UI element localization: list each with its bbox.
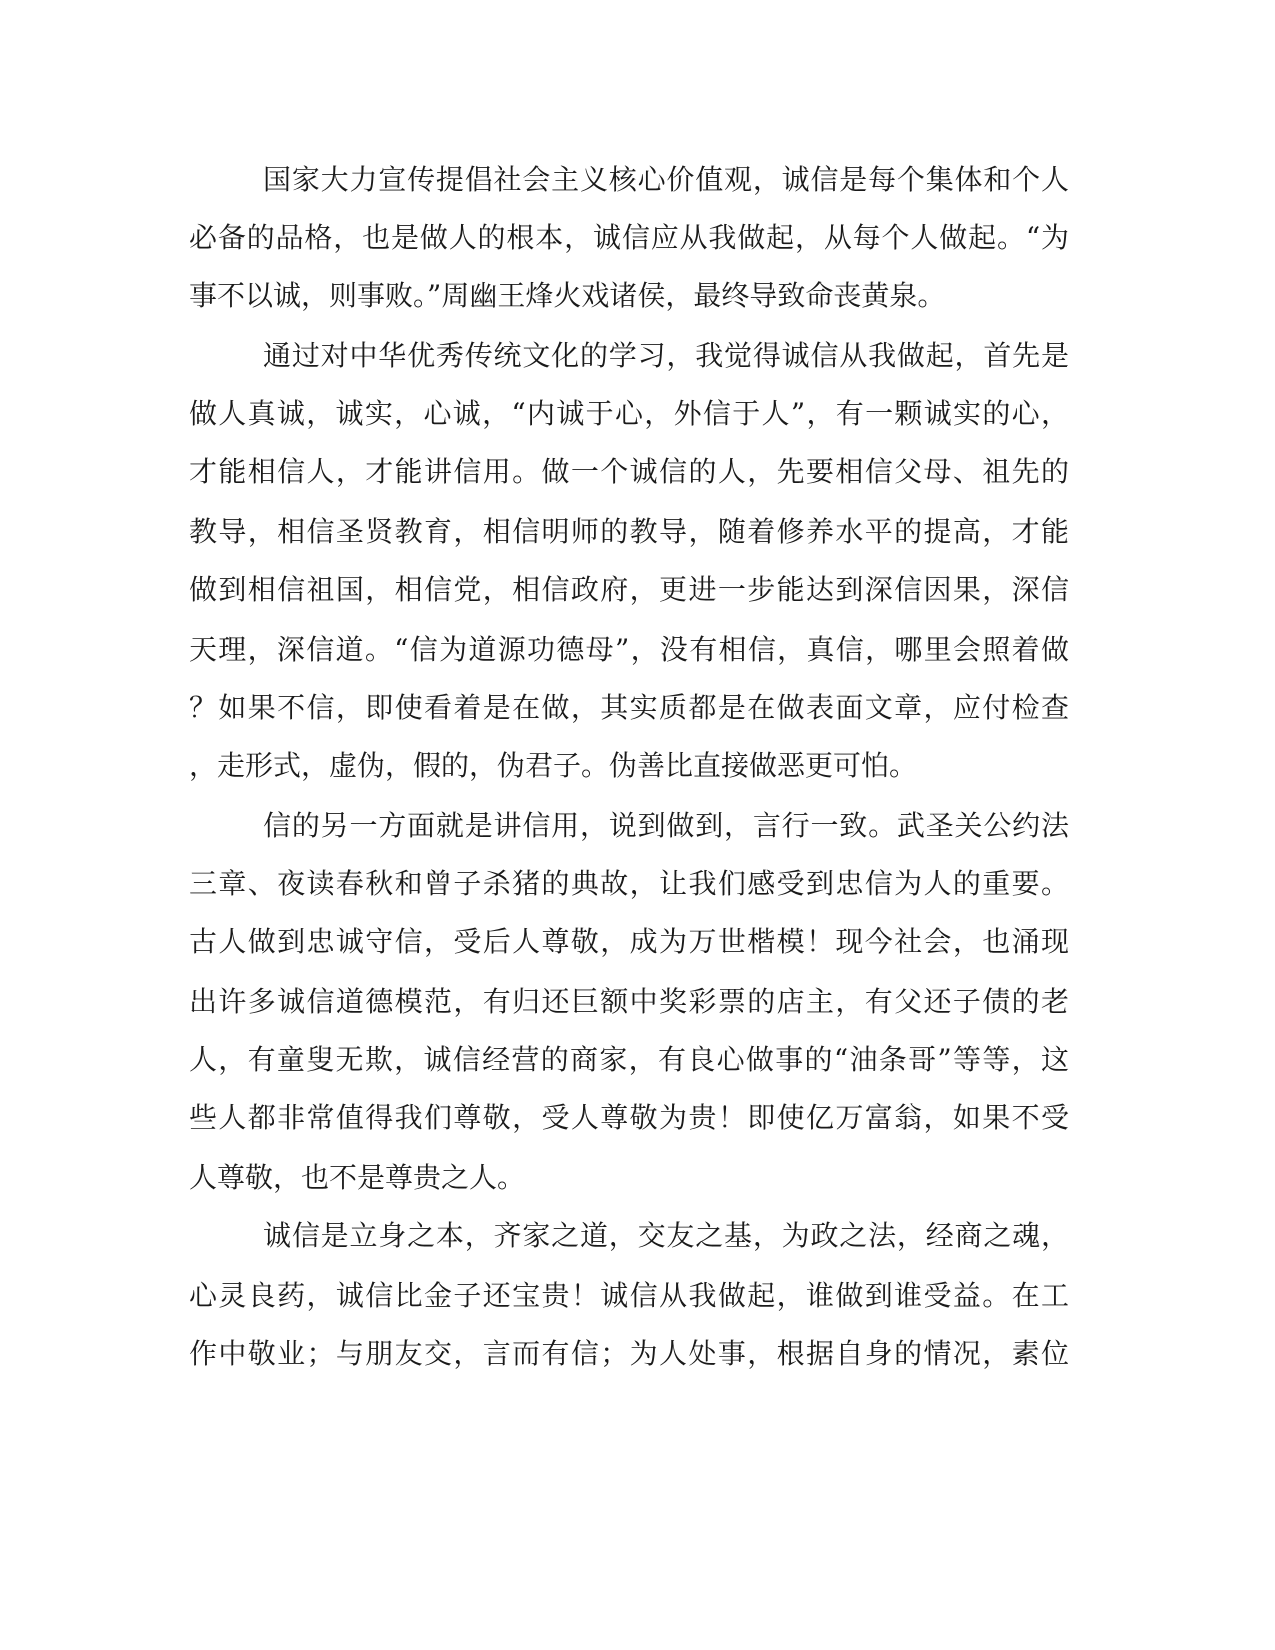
paragraph-2-line-5: 做到相信祖国，相信党，相信政府，更进一步能达到深信因果，深信 [189, 573, 1069, 606]
paragraph-2-line-1: 通过对中华优秀传统文化的学习，我觉得诚信从我做起，首先是 [263, 339, 1069, 372]
paragraph-2-line-3: 才能相信人，才能讲信用。做一个诚信的人，先要相信父母、祖先的 [189, 455, 1069, 488]
paragraph-2-line-6: 天理，深信道。“信为道源功德母”，没有相信，真信，哪里会照着做 [189, 633, 1069, 666]
paragraph-2-line-4: 教导，相信圣贤教育，相信明师的教导，随着修养水平的提高，才能 [189, 515, 1069, 548]
paragraph-3-line-3: 古人做到忠诚守信，受后人尊敬，成为万世楷模！现今社会，也涌现 [189, 925, 1069, 958]
paragraph-3-line-5: 人，有童叟无欺，诚信经营的商家，有良心做事的“油条哥”等等，这 [189, 1043, 1069, 1076]
paragraph-4-line-2: 心灵良药，诚信比金子还宝贵！诚信从我做起，谁做到谁受益。在工 [189, 1279, 1069, 1312]
paragraph-3-line-1: 信的另一方面就是讲信用，说到做到，言行一致。武圣关公约法 [263, 809, 1069, 842]
paragraph-2-line-7: ？如果不信，即使看着是在做，其实质都是在做表面文章，应付检查 [189, 691, 1069, 724]
paragraph-2-line-2: 做人真诚，诚实，心诚，“内诚于心，外信于人”，有一颗诚实的心， [189, 397, 1069, 430]
paragraph-4-line-3: 作中敬业；与朋友交，言而有信；为人处事，根据自身的情况，素位 [189, 1337, 1069, 1370]
paragraph-1-line-2: 必备的品格，也是做人的根本，诚信应从我做起，从每个人做起。“为 [189, 221, 1069, 254]
paragraph-3-line-4: 出许多诚信道德模范，有归还巨额中奖彩票的店主，有父还子债的老 [189, 985, 1069, 1018]
paragraph-4-line-1: 诚信是立身之本，齐家之道，交友之基，为政之法，经商之魂， [263, 1219, 1069, 1252]
paragraph-1-line-3: 事不以诚，则事败。”周幽王烽火戏诸侯，最终导致命丧黄泉。 [189, 279, 946, 312]
paragraph-3-line-6: 些人都非常值得我们尊敬，受人尊敬为贵！即使亿万富翁，如果不受 [189, 1101, 1069, 1134]
paragraph-3-line-2: 三章、夜读春秋和曾子杀猪的典故，让我们感受到忠信为人的重要。 [189, 867, 1069, 900]
paragraph-3-line-7: 人尊敬，也不是尊贵之人。 [189, 1161, 526, 1194]
paragraph-2-line-8: ，走形式，虚伪，假的，伪君子。伪善比直接做恶更可怕。 [189, 749, 918, 782]
paragraph-1-line-1: 国家大力宣传提倡社会主义核心价值观，诚信是每个集体和个人 [263, 163, 1069, 196]
